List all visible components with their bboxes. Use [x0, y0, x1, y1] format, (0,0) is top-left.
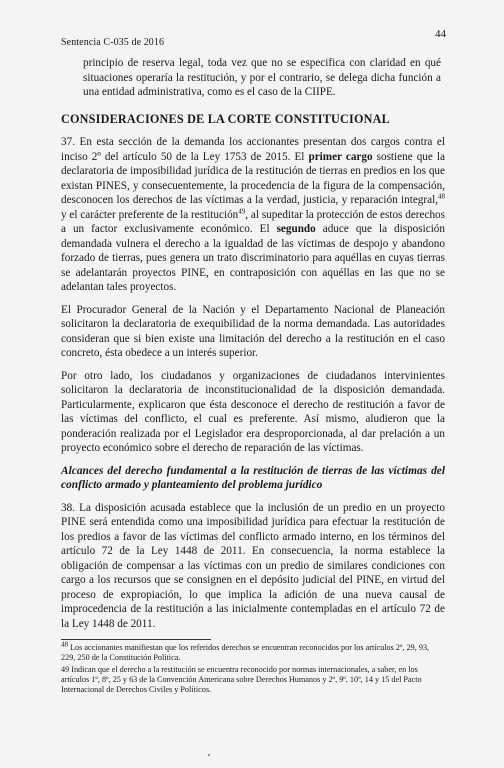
footnote-49-number: 49 [61, 664, 70, 674]
footnote-48 [61, 640, 445, 664]
footnote-rule [61, 639, 211, 640]
paragraph-38: 38. La disposición acusada establece que la inclusión de un predio en un proyecto PINE será entendida como una imposibilidad jurídica para efectuar la restitución de los predios a favor de las víctimas del conflicto armado interno, en los términos del artículo 72 de la Ley 1448 de 2011. En consecuencia, la norma establece la obligación de compensar a las víctimas con un predio de similares condiciones con cargo a los recursos que se consignen en el depósito judicial del PINE, en virtud del proceso de expropiación, lo que implica la adición de una nueva causal de improcedencia de la restitución a las inicialmente contempladas en el artículo 72 de la Ley 1448 de 2011. [61, 501, 445, 630]
footnote-ref-48[interactable]: 48 [438, 192, 445, 201]
p37-text-g: aduce que la disposición demandada vulnera el derecho a la igualdad de las víctimas de despojo y abandono forzado de tierras, pues genera un trato discriminatorio para aquéllas en cuyas tierras se adelantarán proyectos PINE, en contraposición con aquéllas en las que no se adelantan tales proyectos. [61, 223, 445, 293]
p37-bold-segundo: segundo [276, 223, 316, 235]
p37-text-a: 37. En esta sección de la demanda los accionantes presentan dos cargos contra el inciso 2º del artículo 50 de la Ley 1753 de 2015. El [61, 136, 445, 163]
p37-text-d: y el carácter preferente de la restitución [61, 208, 239, 221]
footnotes [61, 640, 445, 695]
paragraph-37 [61, 135, 445, 295]
subsection-title: Alcances del derecho fundamental a la restitución de tierras de las víctimas del conflicto armado y planteamiento del problema jurídico [61, 464, 445, 491]
section-title: CONSIDERACIONES DE LA CORTE CONSTITUCIONAL [61, 111, 390, 126]
p37-text-e: , al supeditar la protección de estos derechos a un factor exclusivamente económico. El [61, 208, 446, 235]
footnote-48-number: 48 [61, 640, 68, 649]
footnote-ref-49[interactable]: 49 [238, 206, 246, 215]
footnote-48-text: Los accionantes manifiestan que los referidos derechos se encuentran reconocidos por los artículos 2º, 29, 93, 229, 250 de la Constitución Política. [61, 643, 430, 663]
p37-text-c: sostiene que la declaratoria de imposibilidad jurídica de la restitución de tierras en predios en los que existan PINES, y consecuentemente, la procedencia de la figura de la compensación, desconocen los derechos de las víctimas a la verdad, justicia, y reparación integral, [61, 150, 445, 206]
p37-bold-primer-cargo: primer cargo [308, 150, 373, 163]
footnote-49-text: Indican que el derecho a la restitución se encuentra reconocido por normas internacionales, a saber, en los artículos 1º, 8º, 25 y 63 de la Convención Americana sobre Derechos Humanos y 2º, 9º, 10º, 14 y 15 del Pacto Internacional de Derechos Civiles y Políticos. [61, 664, 422, 695]
paragraph-procurador: El Procurador General de la Nación y el Departamento Nacional de Planeación solicitaron la declaratoria de exequibilidad de la norma demandada. Las autoridades consideran que si bien existe una limitación del derecho a la restitución en el caso concreto, ésta obedece a un interés superior. [61, 303, 445, 359]
page-number: 44 [435, 28, 446, 40]
block-quote: principio de reserva legal, toda vez que no se especifica con claridad en qué situaciones operaría la restitución, y por el contrario, se delega dicha función a una entidad administrativa, como es el caso de la CIIPE. [83, 57, 441, 98]
scan-speck [208, 754, 210, 756]
paragraph-ciudadanos: Por otro lado, los ciudadanos y organizaciones de ciudadanos intervinientes solicitaron la declaratoria de inconstitucionalidad de la disposición demandada. Particularmente, explicaron que ésta desconoce el derecho de restitución a favor de las víctimas del conflicto, el cual es preferente. Así mismo, aludieron que la ponderación realizada por el Legislador era desproporcionada, al dar prelación a un proyecto económico sobre el derecho de reparación de las víctimas. [61, 369, 445, 454]
running-head: Sentencia C-035 de 2016 [61, 37, 165, 48]
document-body [61, 56, 445, 696]
footnote-49 [61, 665, 445, 696]
